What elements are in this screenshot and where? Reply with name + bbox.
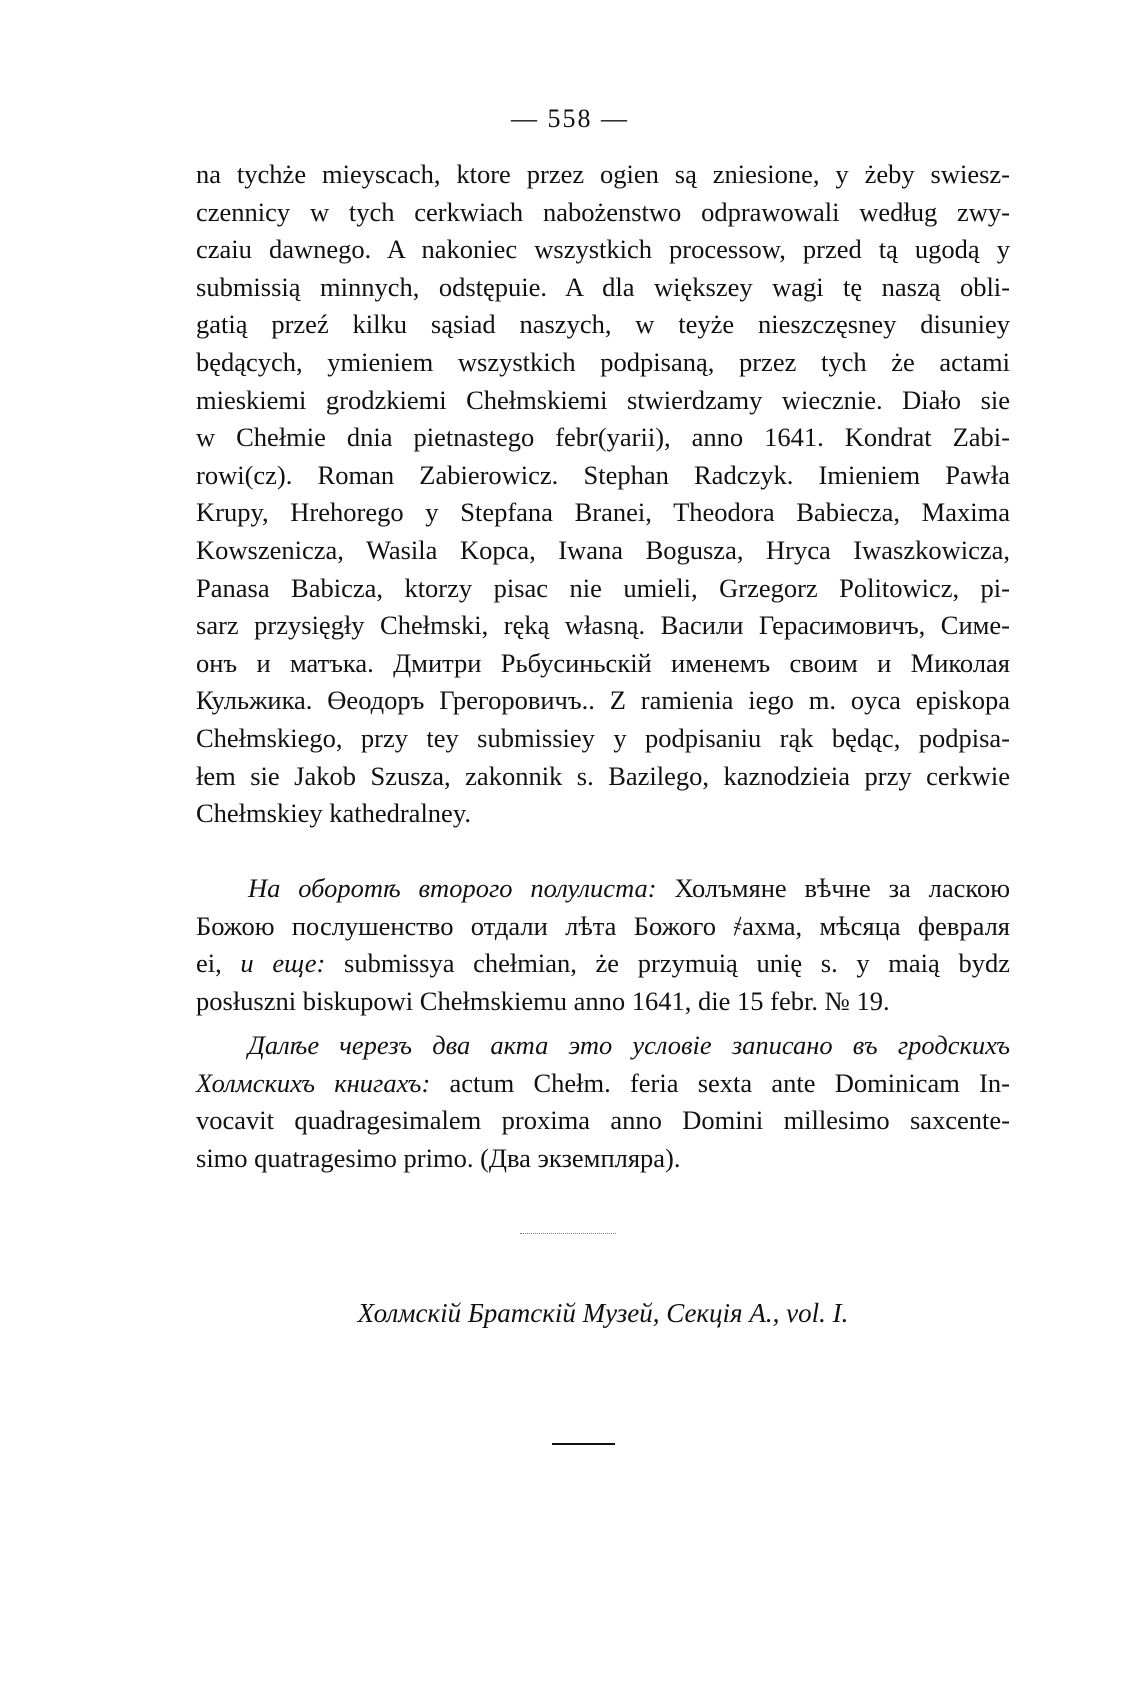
text-line: simo quatragesimo primo. (Два экземпляра). — [196, 1142, 681, 1173]
text-line: rowi(cz). Roman Zabierowicz. Stephan Radczyk. Imieniem Pawła — [196, 459, 1010, 490]
text-line: Chełmskiey kathedralney. — [196, 798, 471, 829]
registration-note — [196, 1027, 1010, 1177]
reverse-side-note — [196, 870, 1010, 1020]
note-text: еі, — [196, 948, 241, 979]
note-italic-lead: На оборотѣ второго полулиста: — [248, 873, 657, 903]
source-citation: Холмскій Братскій Музей, Секція А., vol. I. — [357, 1298, 849, 1328]
text-line: na tychże mieyscach, ktore przez ogien są zniesione, y żeby swiesz- — [196, 159, 1010, 189]
text-line: posłuszni biskupowi Chełmskiemu anno 1641, die 15 febr. № 19. — [196, 985, 890, 1016]
text-line: submissią minnych, odstępuie. A dla większey wagi tę naszą obli- — [196, 271, 1010, 302]
text-line: czaiu dawnego. A nakoniec wszystkich processow, przed tą ugodą y — [196, 234, 1010, 265]
text-line: gatią przeź kilku sąsiad naszych, w teyże nieszczęsney disuniey — [196, 309, 1010, 340]
text-line: vocavit quadragesimalem proxima anno Domini millesimo saxcente- — [196, 1105, 1010, 1136]
text-line: Chełmskiego, przy tey submissiey y podpisaniu rąk będąc, podpisa- — [196, 722, 1010, 753]
text-line: Далѣе черезъ два акта это условіе записано въ гродскихъ — [248, 1030, 1010, 1060]
note-italic: и еще: — [240, 948, 326, 979]
text-line: w Chełmie dnia pietnastego febr(yarii), anno 1641. Kondrat Zabi- — [196, 422, 1010, 453]
text-line — [196, 945, 1010, 983]
text-line: Кульжика. Өеодоръ Грегоровичъ.. Z ramienia iego m. oyca episkopa — [196, 685, 1010, 716]
main-paragraph — [196, 156, 1010, 833]
text-line: Panasa Babicza, ktorzy pisac nie umieli, Grzegorz Politowicz, pi- — [196, 572, 1010, 603]
text-line: czennicy w tych cerkwiach nabożenstwo odprawowali według zwy- — [196, 196, 1010, 227]
text-line: онъ и матъка. Дмитри Рьбусиньскій именемъ своим и Миколая — [196, 647, 1010, 678]
note-text: submissya chełmian, że przymuią unię s. y maią bydz — [325, 948, 1010, 979]
text-line: Божою послушенство отдали лѣта Божого ҂ахма, мѣсяца февраля — [196, 910, 1010, 941]
text-line: łem sie Jakob Szusza, zakonnik s. Bazilego, kaznodzieia przy cerkwie — [196, 760, 1010, 791]
text-line: Krupy, Hrehorego y Stepfana Branei, Theodora Babiecza, Maxima — [196, 497, 1010, 528]
text-line — [196, 1065, 1010, 1103]
note-text: Холъмяне вѣчне за ласкою — [656, 873, 1010, 903]
text-line: mieskiemi grodzkiemi Chełmskiemi stwierdzamy wiecznie. Diało sie — [196, 384, 1010, 415]
note-italic: Холмскихъ книгахъ: — [196, 1067, 431, 1098]
text-line: sarz przysięgły Chełmski, ręką własną. Васили Герасимовичъ, Симе- — [196, 610, 1010, 641]
page-number: — 558 — — [511, 104, 629, 133]
end-rule — [552, 1443, 615, 1445]
text-line: będących, ymieniem wszystkich podpisaną, przez tych że actami — [196, 346, 1010, 377]
dotted-separator — [520, 1233, 616, 1234]
text-line — [196, 870, 1010, 908]
note-text: actum Chełm. feria sexta ante Dominicam In- — [430, 1067, 1010, 1098]
text-line: Kowszenicza, Wasila Kopca, Iwana Bogusza, Hryca Iwaszkowicza, — [196, 534, 1010, 565]
